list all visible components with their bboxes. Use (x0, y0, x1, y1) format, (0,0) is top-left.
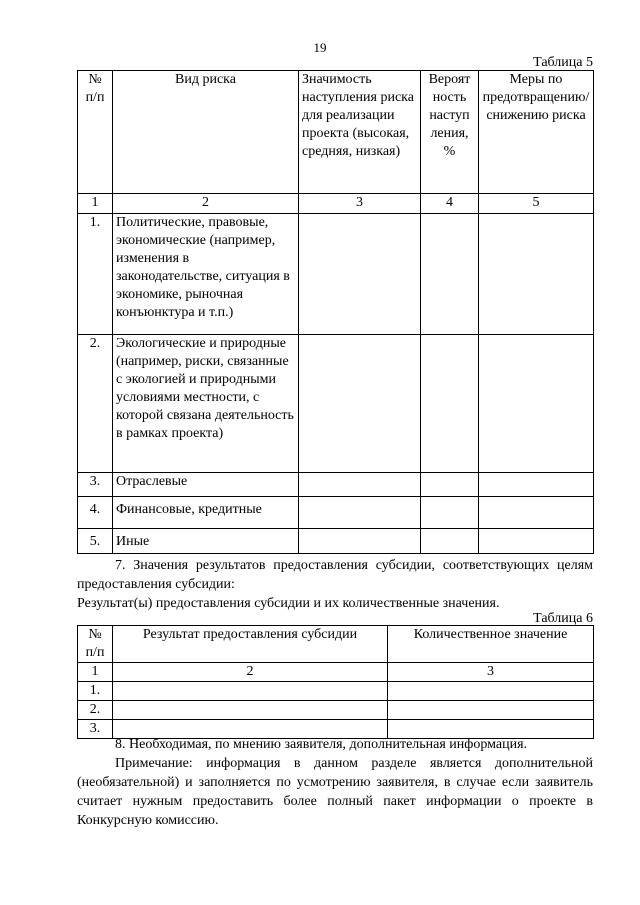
row-number: 1. (78, 682, 113, 701)
empty-cell (299, 335, 421, 473)
row-number: 3. (78, 473, 113, 497)
empty-cell (113, 682, 388, 701)
empty-cell (479, 497, 594, 529)
row-number: 4. (78, 497, 113, 529)
header-number: № п/п (78, 626, 113, 663)
results-table (77, 625, 594, 739)
risk-table (77, 70, 594, 554)
col-number: 2 (113, 194, 299, 214)
empty-cell (388, 701, 594, 720)
table-row (78, 682, 594, 701)
header-significance: Значимость наступления риска для реализации проекта (высокая, средняя, низкая) (299, 71, 421, 194)
empty-cell (479, 473, 594, 497)
header-quantity: Количественное значение (388, 626, 594, 663)
empty-cell (479, 335, 594, 473)
table-6-caption: Таблица 6 (533, 611, 593, 626)
table-row (78, 214, 594, 335)
risk-type: Политические, правовые, экономические (например, изменения в законодательстве, ситуация в экономике, рыночная конъюнктура и т.п.) (113, 214, 299, 335)
section-7-heading: 7. Значения результатов предоставления субсидии, соответствующих целям предоставления субсидии: (77, 558, 593, 592)
table-row (78, 473, 594, 497)
empty-cell (479, 214, 594, 335)
row-number: 1. (78, 214, 113, 335)
header-number: № п/п (78, 71, 113, 194)
row-number: 2. (78, 335, 113, 473)
section-8-note: Примечание: информация в данном разделе является дополнительной (необязательной) и заполняется по усмотрению заявителя, в случае если заявитель считает нужным предоставить более полный пакет информации о проекте в Конкурсную комиссию. (77, 756, 593, 828)
empty-cell (421, 529, 479, 554)
page-number: 19 (313, 40, 327, 55)
table-5-caption: Таблица 5 (533, 55, 593, 70)
section-7-subheading: Результат(ы) предоставления субсидии и их количественные значения. (77, 596, 500, 611)
table-row (78, 497, 594, 529)
row-number: 3. (78, 720, 113, 739)
empty-cell (299, 497, 421, 529)
risk-type: Финансовые, кредитные (113, 497, 299, 529)
header-risk-type: Вид риска (113, 71, 299, 194)
header-probability: Вероят ность наступ ления, % (421, 71, 479, 194)
row-number: 2. (78, 701, 113, 720)
col-number: 1 (78, 663, 113, 682)
section-8-heading: 8. Необходимая, по мнению заявителя, дополнительная информация. (115, 737, 528, 752)
col-number: 3 (299, 194, 421, 214)
col-number: 1 (78, 194, 113, 214)
empty-cell (299, 473, 421, 497)
table-row (78, 701, 594, 720)
empty-cell (421, 497, 479, 529)
table-row (78, 335, 594, 473)
header-measures: Меры по предотвращению/ снижению риска (479, 71, 594, 194)
empty-cell (421, 335, 479, 473)
empty-cell (421, 473, 479, 497)
empty-cell (388, 682, 594, 701)
empty-cell (479, 529, 594, 554)
header-result: Результат предоставления субсидии (113, 626, 388, 663)
risk-type: Иные (113, 529, 299, 554)
table-row (78, 529, 594, 554)
col-number: 4 (421, 194, 479, 214)
risk-type: Экологические и природные (например, риски, связанные с экологией и природными условиями местности, с которой связана деятельность в рамках проекта) (113, 335, 299, 473)
col-number: 3 (388, 663, 594, 682)
risk-type: Отраслевые (113, 473, 299, 497)
row-number: 5. (78, 529, 113, 554)
col-number: 2 (113, 663, 388, 682)
empty-cell (421, 214, 479, 335)
empty-cell (113, 701, 388, 720)
empty-cell (299, 529, 421, 554)
col-number: 5 (479, 194, 594, 214)
empty-cell (299, 214, 421, 335)
